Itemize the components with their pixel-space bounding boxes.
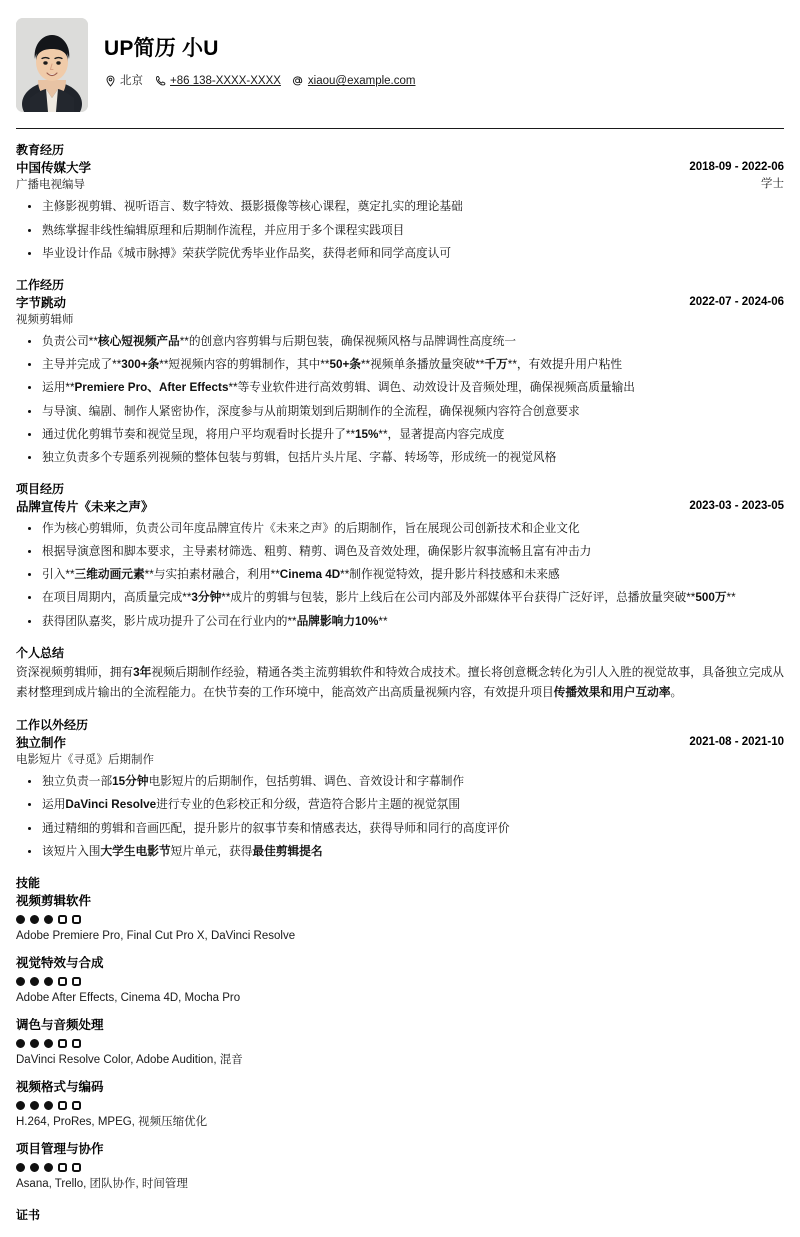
summary-text: 资深视频剪辑师，拥有3年视频后期制作经验，精通各类主流剪辑软件和特效合成技术。擅长将创意概念转化为引人入胜的视觉故事，具备独立完成从素材整理到成片输出的全流程能力。在快节奏的工作环境中，能高效产出高质量视频内容，有效提升项目传播效果和用户互动率。 (16, 665, 784, 699)
work-role: 视频剪辑师 (16, 313, 74, 326)
rating-dot-empty (72, 1039, 81, 1048)
rating-dot-empty (58, 915, 67, 924)
project-entry (16, 498, 784, 631)
rating-dot-filled (30, 915, 39, 924)
work-bullets (16, 333, 784, 467)
rating-dot-empty (72, 1101, 81, 1110)
section-project (16, 480, 784, 631)
education-major: 广播电视编导 (16, 179, 85, 192)
rating-dot-filled (16, 1039, 25, 1048)
rating-dot-empty (58, 1163, 67, 1172)
extra-bullets (16, 773, 784, 861)
extra-title: 独立制作 (16, 735, 67, 750)
rating-dot-empty (58, 977, 67, 986)
skill-name: 调色与音频处理 (16, 1017, 104, 1032)
skill-description: Asana, Trello, 团队协作, 时间管理 (16, 1177, 188, 1190)
rating-dot-filled (30, 977, 39, 986)
rating-dot-filled (30, 1101, 39, 1110)
list-item: 通过精细的剪辑和音画匹配，提升影片的叙事节奏和情感表达，获得导师和同行的高度评价 (16, 820, 784, 838)
section-label-project: 项目经历 (16, 481, 65, 496)
skill-description: Adobe Premiere Pro, Final Cut Pro X, DaVinci Resolve (16, 929, 296, 942)
skill-name: 视觉特效与合成 (16, 955, 104, 970)
page-title: UP简历 小U (104, 37, 219, 60)
list-item: 与导演、编剧、制作人紧密协作，深度参与从前期策划到后期制作的全流程，确保视频内容符合创意要求 (16, 403, 784, 421)
rating-dot-filled (44, 1163, 53, 1172)
list-item: 引入**三维动画元素**与实拍素材融合，利用**Cinema 4D**制作视觉特效，提升影片科技感和未来感 (16, 566, 784, 584)
phone-icon (154, 75, 166, 87)
section-label-summary: 个人总结 (16, 645, 65, 660)
education-school: 中国传媒大学 (16, 161, 92, 175)
contact-email[interactable] (292, 73, 416, 89)
list-item: 该短片入围大学生电影节短片单元，获得最佳剪辑提名 (16, 843, 784, 861)
skill-block (16, 1140, 784, 1193)
rating-dot-filled (30, 1039, 39, 1048)
rating-dot-empty (72, 915, 81, 924)
skill-description: DaVinci Resolve Color, Adobe Audition, 混音 (16, 1053, 243, 1066)
work-date: 2022-07 - 2024-06 (689, 295, 784, 308)
rating-dot-filled (16, 1101, 25, 1110)
skill-block (16, 954, 784, 1007)
rating-dot-filled (44, 1039, 53, 1048)
work-entry-head (16, 294, 784, 329)
contact-phone-text[interactable]: +86 138-XXXX-XXXX (170, 75, 281, 88)
list-item: 在项目周期内，高质量完成**3分钟**成片的剪辑与包装，影片上线后在公司内部及外部媒体平台获得广泛好评，总播放量突破**500万** (16, 589, 784, 607)
rating-dot-filled (44, 915, 53, 924)
section-label-extra: 工作以外经历 (16, 717, 89, 732)
list-item: 运用**Premiere Pro、After Effects**等专业软件进行高效剪辑、调色、动效设计及音频处理，确保视频高质量输出 (16, 379, 784, 397)
list-item: 独立负责多个专题系列视频的整体包装与剪辑，包括片头片尾、字幕、转场等，形成统一的视觉风格 (16, 449, 784, 467)
contact-location-text: 北京 (120, 75, 143, 88)
contact-email-text[interactable]: xiaou@example.com (307, 75, 416, 88)
skill-rating (16, 1101, 784, 1110)
rating-dot-empty (58, 1101, 67, 1110)
extra-subtitle: 电影短片《寻觅》后期制作 (16, 754, 154, 766)
project-title: 品牌宣传片《未来之声》 (16, 499, 154, 514)
education-date: 2018-09 - 2022-06 (689, 161, 784, 173)
contact-list (104, 73, 784, 89)
rating-dot-empty (58, 1039, 67, 1048)
skill-description: Adobe After Effects, Cinema 4D, Mocha Pro (16, 991, 241, 1004)
skill-rating (16, 1039, 784, 1048)
at-sign-icon (292, 75, 304, 87)
rating-dot-empty (72, 1163, 81, 1172)
list-item: 独立负责一部15分钟电影短片的后期制作，包括剪辑、调色、音效设计和字幕制作 (16, 773, 784, 791)
list-item: 熟练掌握非线性编辑原理和后期制作流程，并应用于多个课程实践项目 (16, 222, 784, 240)
extra-entry-head (16, 734, 784, 769)
project-date: 2023-03 - 2023-05 (689, 499, 784, 512)
skill-block (16, 892, 784, 945)
skill-rating (16, 1163, 784, 1172)
education-entry-head (16, 159, 784, 194)
header-divider (16, 128, 784, 129)
section-summary (16, 644, 784, 703)
extra-date: 2021-08 - 2021-10 (689, 735, 784, 748)
resume-header (16, 18, 784, 128)
rating-dot-filled (30, 1163, 39, 1172)
list-item: 主修影视剪辑、视听语言、数字特效、摄影摄像等核心课程，奠定扎实的理论基础 (16, 198, 784, 216)
skill-block (16, 1016, 784, 1069)
section-skills (16, 874, 784, 1193)
contact-location (104, 73, 143, 89)
project-entry-head (16, 498, 784, 516)
section-label-certificates: 证书 (16, 1207, 41, 1222)
education-degree: 学士 (761, 177, 784, 190)
rating-dot-filled (44, 1101, 53, 1110)
skill-name: 视频格式与编码 (16, 1079, 104, 1094)
skill-block (16, 1078, 784, 1131)
list-item: 负责公司**核心短视频产品**的创意内容剪辑与后期包装，确保视频风格与品牌调性高度统一 (16, 333, 784, 351)
list-item: 主导并完成了**300+条**短视频内容的剪辑制作，其中**50+条**视频单条播放量突破**千万**，有效提升用户粘性 (16, 356, 784, 374)
section-label-work: 工作经历 (16, 277, 65, 292)
project-bullets (16, 520, 784, 631)
skill-description: H.264, ProRes, MPEG, 视频压缩优化 (16, 1115, 208, 1128)
avatar (16, 18, 88, 112)
skill-rating (16, 915, 784, 924)
list-item: 通过优化剪辑节奏和视觉呈现，将用户平均观看时长提升了**15%**，显著提高内容完成度 (16, 426, 784, 444)
education-bullets (16, 198, 784, 262)
contact-phone[interactable] (154, 73, 281, 89)
section-work (16, 276, 784, 467)
rating-dot-filled (16, 915, 25, 924)
rating-dot-filled (16, 1163, 25, 1172)
rating-dot-filled (16, 977, 25, 986)
skill-name: 项目管理与协作 (16, 1141, 104, 1156)
section-label-education: 教育经历 (16, 143, 65, 157)
section-certificates (16, 1206, 784, 1224)
skill-rating (16, 977, 784, 986)
location-pin-icon (104, 75, 116, 87)
section-extra (16, 716, 784, 861)
skill-name: 视频剪辑软件 (16, 893, 92, 908)
list-item: 运用DaVinci Resolve进行专业的色彩校正和分级，营造符合影片主题的视觉氛围 (16, 796, 784, 814)
skills-list (16, 892, 784, 1193)
list-item: 毕业设计作品《城市脉搏》荣获学院优秀毕业作品奖，获得老师和同学高度认可 (16, 245, 784, 263)
section-education (16, 141, 784, 263)
list-item: 根据导演意图和脚本要求，主导素材筛选、粗剪、精剪、调色及音效处理，确保影片叙事流畅且富有冲击力 (16, 543, 784, 561)
extra-entry (16, 734, 784, 861)
header-text (104, 18, 784, 89)
list-item: 作为核心剪辑师，负责公司年度品牌宣传片《未来之声》的后期制作，旨在展现公司创新技术和企业文化 (16, 520, 784, 538)
section-label-skills: 技能 (16, 875, 41, 890)
rating-dot-empty (72, 977, 81, 986)
list-item: 获得团队嘉奖，影片成功提升了公司在行业内的**品牌影响力10%** (16, 613, 784, 631)
work-entry (16, 294, 784, 467)
work-company: 字节跳动 (16, 295, 67, 310)
education-entry (16, 159, 784, 263)
rating-dot-filled (44, 977, 53, 986)
